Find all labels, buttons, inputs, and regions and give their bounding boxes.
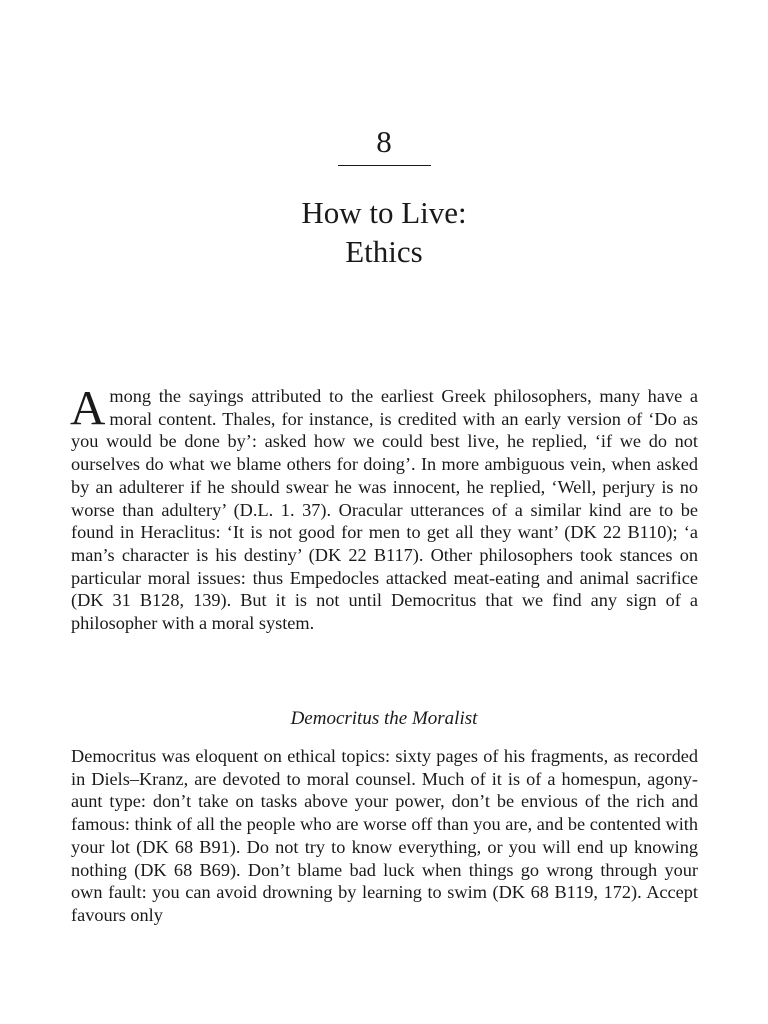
chapter-divider-rule [338,165,431,166]
section-paragraph: Democritus was eloquent on ethical topics: sixty pages of his fragments, as recorded in Diels–Kranz, are devoted to moral counsel. Much of it is of a homespun, agony-aunt type: don’t take on tasks above your power, don’t be envious of the rich and famous: think of all the people who are worse off than you are, and be contented with your lot (DK 68 B91). Do not try to know everything, or you will end up knowing nothing (DK 68 B69). Don’t blame bad luck when things go wrong through your own fault: you can avoid drowning by learning to swim (DK 68 B119, 172). Accept favours only [71,746,698,925]
chapter-title-line-1: How to Live: [301,195,467,230]
chapter-number: 8 [376,124,392,159]
intro-paragraph [70,380,698,635]
chapter-title [0,193,768,271]
intro-paragraph-text: mong the sayings attributed to the earliest Greek philosophers, many have a moral content. Thales, for instance, is credited with an early version of ‘Do as you would be done by’: asked how we could best live, he replied, ‘if we do not ourselves do what we blame others for doing’. In more ambiguous vein, when asked by an adulterer if he should swear he was innocent, he replied, ‘Well, perjury is no worse than adultery’ (D.L. 1. 37). Oracular utterances of a similar kind are to be found in Heraclitus: ‘It is not good for men to get all they want’ (DK 22 B110); ‘a man’s character is his destiny’ (DK 22 B117). Other philosophers took stances on particular moral issues: thus Empedocles attacked meat-eating and animal sacrifice (DK 31 B128, 139). But it is not until Democritus that we find any sign of a philosopher with a moral system. [71,386,698,634]
section-heading: Democritus the Moralist [290,708,478,729]
drop-cap: A [70,380,106,435]
chapter-title-line-2: Ethics [345,234,423,269]
